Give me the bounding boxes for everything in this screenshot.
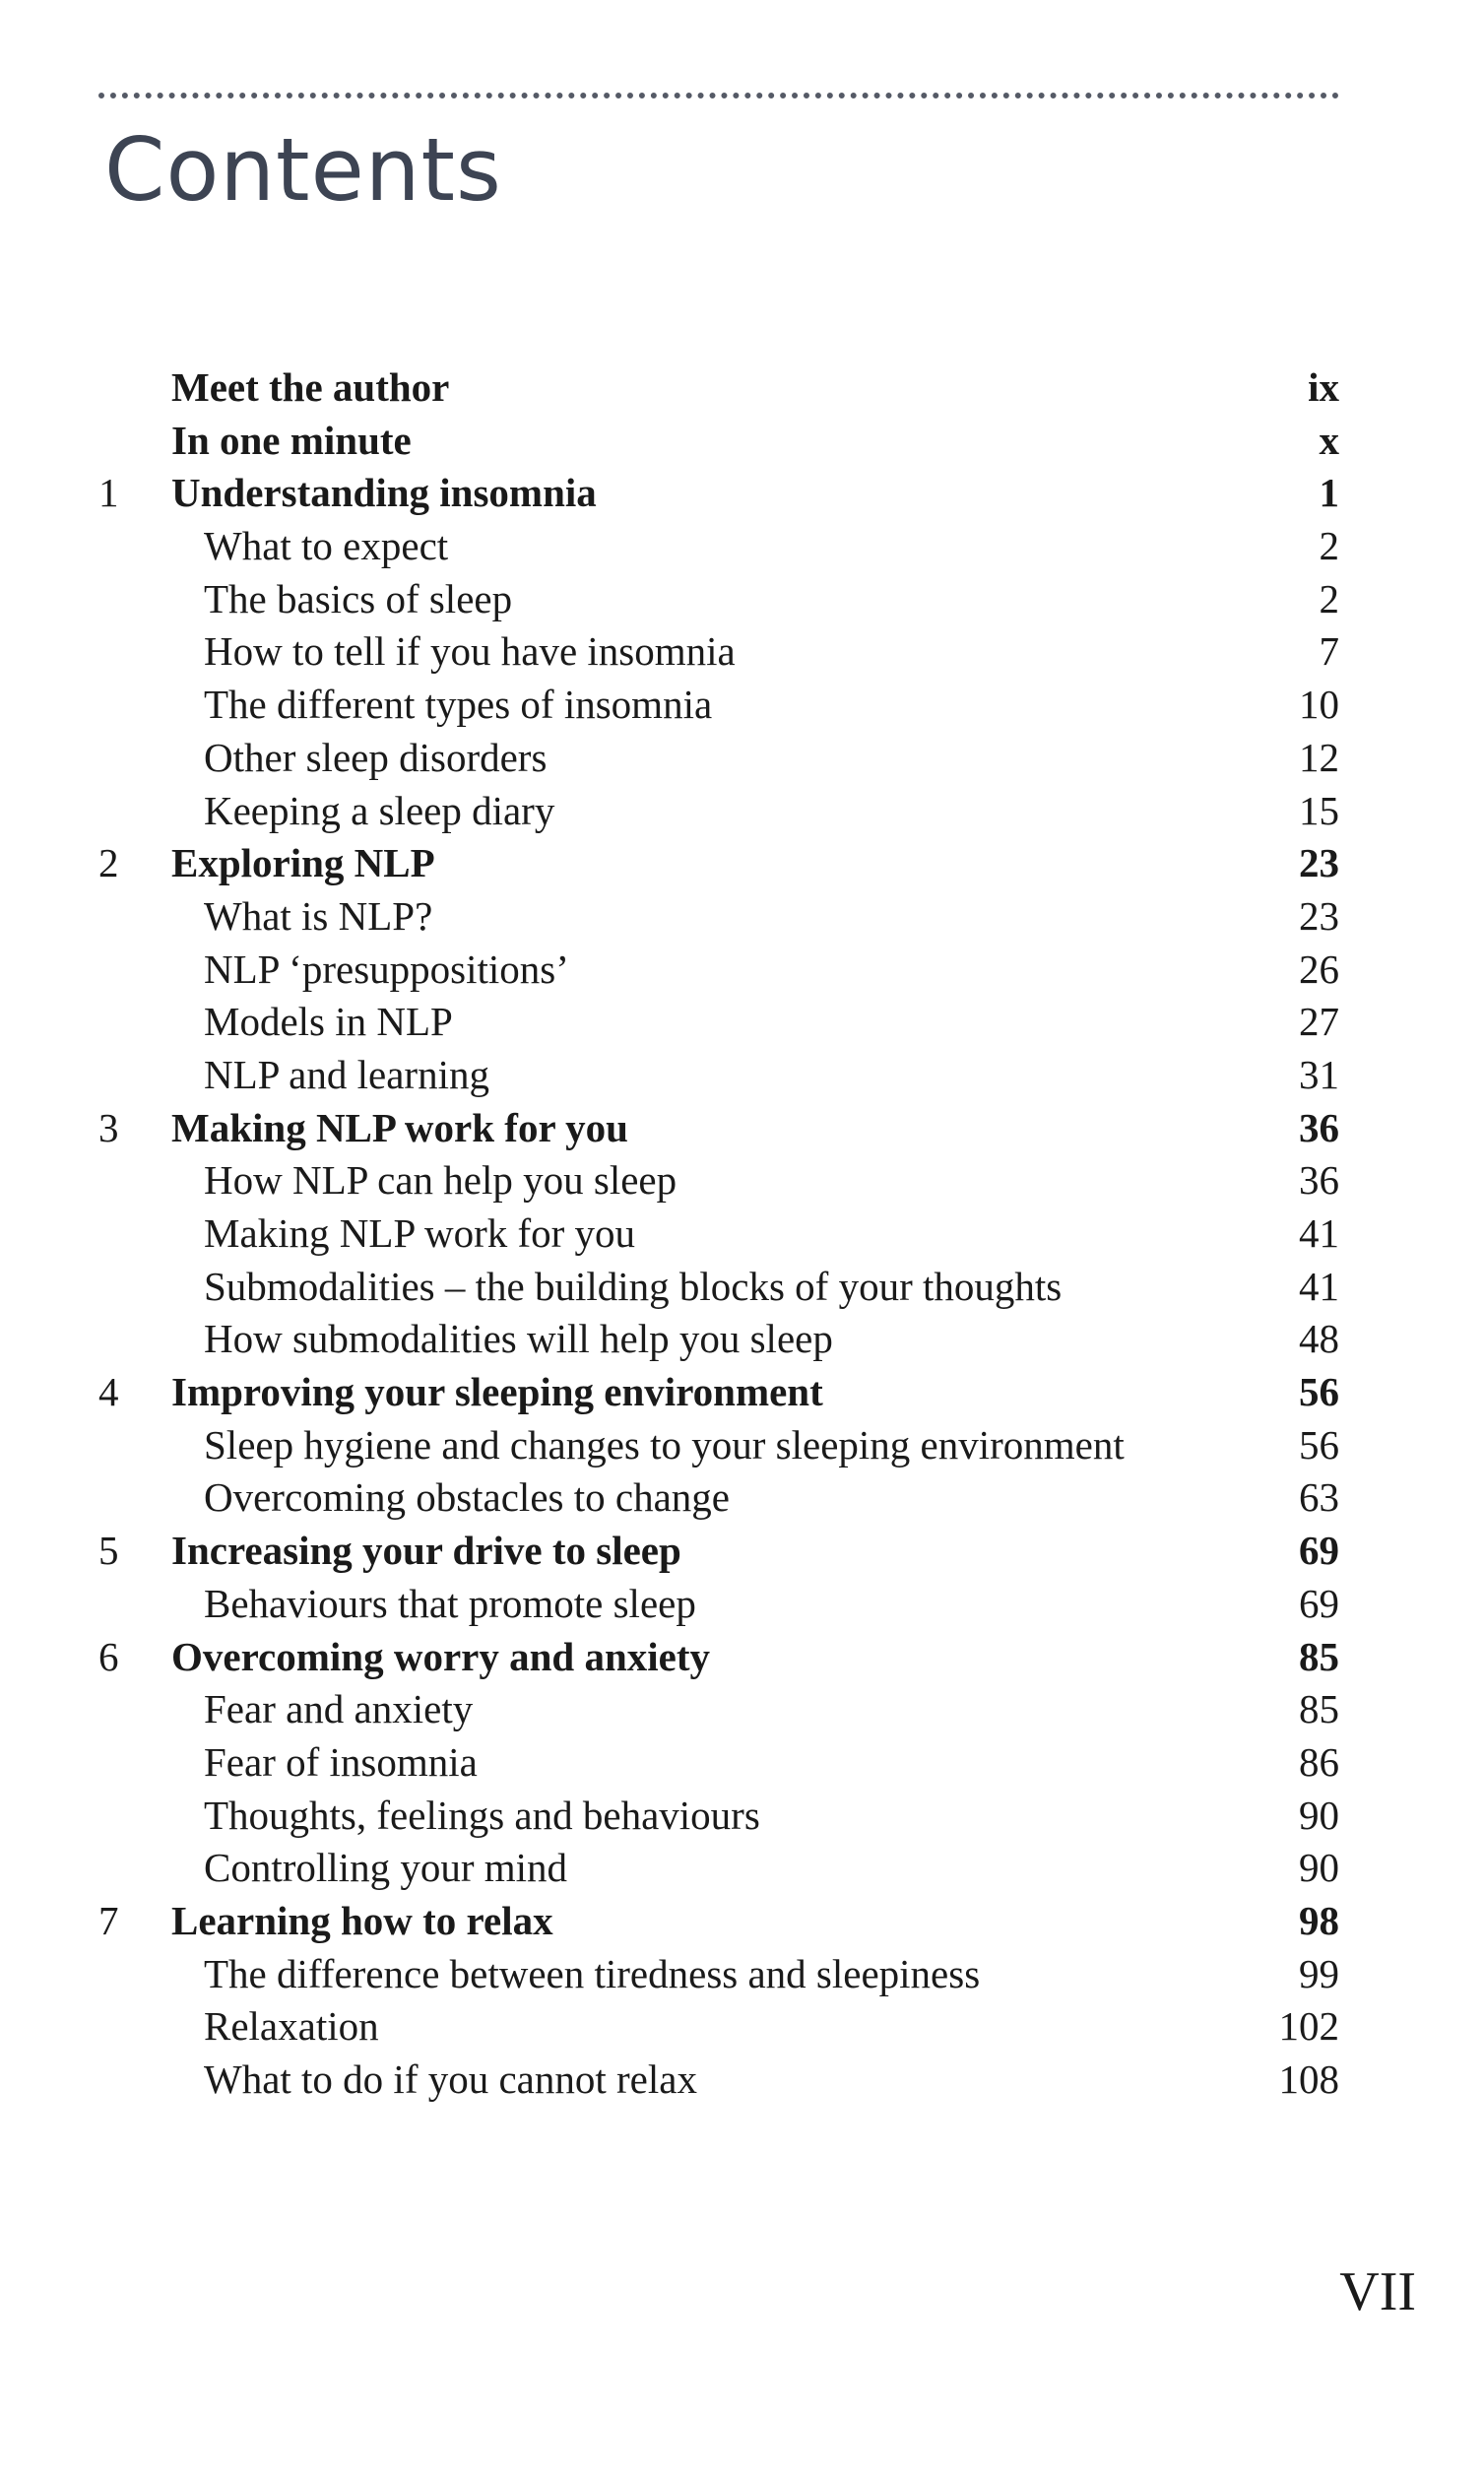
toc-chapter-row	[0, 837, 1484, 890]
toc-section-row	[0, 1313, 1484, 1366]
toc-entry-title: Overcoming worry and anxiety	[171, 1633, 710, 1679]
toc-page-number: 69	[1299, 1528, 1339, 1574]
toc-section-row	[0, 2054, 1484, 2107]
table-of-contents	[0, 361, 1484, 2107]
toc-page-number: 63	[1299, 1474, 1339, 1521]
toc-page-number: 7	[1319, 628, 1339, 675]
toc-entry-title: Meet the author	[171, 364, 450, 410]
toc-entry-title: Making NLP work for you	[171, 1104, 628, 1150]
toc-chapter-row	[0, 467, 1484, 520]
toc-entry-title: The difference between tiredness and sleepiness	[204, 1950, 981, 1996]
toc-chapter-number: 3	[98, 1104, 119, 1150]
toc-entry-title: NLP and learning	[204, 1051, 489, 1097]
toc-section-row	[0, 944, 1484, 997]
toc-page-number: 27	[1299, 999, 1339, 1045]
toc-section-row	[0, 1790, 1484, 1843]
toc-section-row	[0, 1842, 1484, 1895]
toc-entry-title: What is NLP?	[204, 892, 433, 939]
toc-section-row	[0, 679, 1484, 732]
page-number: VII	[1339, 2261, 1416, 2322]
toc-page-number: 48	[1299, 1316, 1339, 1362]
toc-page-number: 36	[1299, 1104, 1339, 1150]
toc-page-number: 31	[1299, 1051, 1339, 1097]
toc-section-row	[0, 1578, 1484, 1631]
header-rule	[98, 93, 1339, 98]
toc-entry-title: The basics of sleep	[204, 575, 513, 621]
toc-entry-title: Thoughts, feelings and behaviours	[204, 1792, 760, 1838]
toc-entry-title: Controlling your mind	[204, 1845, 567, 1891]
toc-entry-title: What to do if you cannot relax	[204, 2056, 697, 2102]
toc-section-row	[0, 1736, 1484, 1790]
toc-entry-title: Understanding insomnia	[171, 470, 597, 516]
toc-page-number: 90	[1299, 1792, 1339, 1838]
toc-entry-title: Exploring NLP	[171, 840, 435, 886]
toc-entry-title: Models in NLP	[204, 999, 453, 1045]
toc-page-number: 10	[1299, 682, 1339, 728]
toc-entry-title: Keeping a sleep diary	[204, 787, 555, 833]
toc-entry-title: Sleep hygiene and changes to your sleeping environment	[204, 1421, 1125, 1468]
toc-entry-title: What to expect	[204, 523, 449, 569]
toc-chapter-number: 1	[98, 470, 119, 516]
toc-section-row	[0, 1471, 1484, 1525]
toc-page-number: 36	[1299, 1157, 1339, 1204]
toc-page-number: 102	[1278, 2003, 1339, 2050]
toc-entry-title: Improving your sleeping environment	[171, 1369, 823, 1415]
toc-page-number: 26	[1299, 946, 1339, 992]
toc-page-number: 56	[1299, 1369, 1339, 1415]
toc-section-row	[0, 1261, 1484, 1314]
toc-page-number: 15	[1299, 787, 1339, 833]
toc-entry-title: Other sleep disorders	[204, 734, 548, 780]
toc-section-row	[0, 890, 1484, 944]
toc-page-number: 85	[1299, 1686, 1339, 1732]
toc-chapter-number: 6	[98, 1633, 119, 1679]
toc-section-row	[0, 1419, 1484, 1472]
toc-entry-title: Fear of insomnia	[204, 1738, 478, 1785]
toc-chapter-number: 7	[98, 1897, 119, 1943]
toc-page-number: 85	[1299, 1633, 1339, 1679]
toc-chapter-number: 2	[98, 840, 119, 886]
toc-page-number: 69	[1299, 1580, 1339, 1626]
toc-entry-title: Fear and anxiety	[204, 1686, 474, 1732]
toc-entry-title: The different types of insomnia	[204, 682, 713, 728]
toc-entry-title: Submodalities – the building blocks of your thoughts	[204, 1263, 1063, 1309]
toc-section-row	[0, 1683, 1484, 1736]
toc-section-row	[0, 996, 1484, 1049]
toc-section-row	[0, 625, 1484, 679]
toc-page-number: 41	[1299, 1263, 1339, 1309]
toc-entry-title: Making NLP work for you	[204, 1210, 636, 1256]
toc-page-number: 1	[1319, 470, 1339, 516]
toc-section-row	[0, 1948, 1484, 2001]
toc-chapter-number: 5	[98, 1528, 119, 1574]
toc-chapter-number: 4	[98, 1369, 119, 1415]
toc-page-number: 2	[1319, 523, 1339, 569]
page-title: Contents	[104, 119, 502, 221]
toc-page-number: 41	[1299, 1210, 1339, 1256]
toc-section-row	[0, 2000, 1484, 2054]
toc-section-row	[0, 785, 1484, 838]
toc-page-number: ix	[1308, 364, 1339, 410]
toc-page-number: 108	[1278, 2056, 1339, 2102]
toc-chapter-row	[0, 361, 1484, 415]
toc-page-number: 90	[1299, 1845, 1339, 1891]
toc-page-number: 56	[1299, 1421, 1339, 1468]
toc-chapter-row	[0, 1631, 1484, 1684]
toc-section-row	[0, 732, 1484, 785]
toc-section-row	[0, 520, 1484, 573]
toc-chapter-row	[0, 1366, 1484, 1419]
toc-entry-title: Behaviours that promote sleep	[204, 1580, 696, 1626]
toc-section-row	[0, 573, 1484, 626]
toc-page-number: 23	[1299, 892, 1339, 939]
toc-entry-title: How submodalities will help you sleep	[204, 1316, 833, 1362]
toc-section-row	[0, 1154, 1484, 1207]
toc-section-row	[0, 1207, 1484, 1261]
toc-page-number: x	[1319, 417, 1339, 463]
toc-page-number: 23	[1299, 840, 1339, 886]
toc-entry-title: Increasing your drive to sleep	[171, 1528, 681, 1574]
toc-page-number: 12	[1299, 734, 1339, 780]
toc-page-number: 99	[1299, 1950, 1339, 1996]
toc-entry-title: How to tell if you have insomnia	[204, 628, 736, 675]
toc-entry-title: Relaxation	[204, 2003, 379, 2050]
toc-section-row	[0, 1049, 1484, 1102]
toc-chapter-row	[0, 1102, 1484, 1155]
toc-entry-title: Learning how to relax	[171, 1897, 553, 1943]
toc-page-number: 2	[1319, 575, 1339, 621]
toc-entry-title: NLP ‘presuppositions’	[204, 946, 569, 992]
toc-entry-title: In one minute	[171, 417, 412, 463]
toc-chapter-row	[0, 415, 1484, 468]
toc-chapter-row	[0, 1895, 1484, 1948]
toc-page-number: 86	[1299, 1738, 1339, 1785]
toc-entry-title: How NLP can help you sleep	[204, 1157, 677, 1204]
toc-chapter-row	[0, 1525, 1484, 1578]
toc-entry-title: Overcoming obstacles to change	[204, 1474, 730, 1521]
toc-page-number: 98	[1299, 1897, 1339, 1943]
